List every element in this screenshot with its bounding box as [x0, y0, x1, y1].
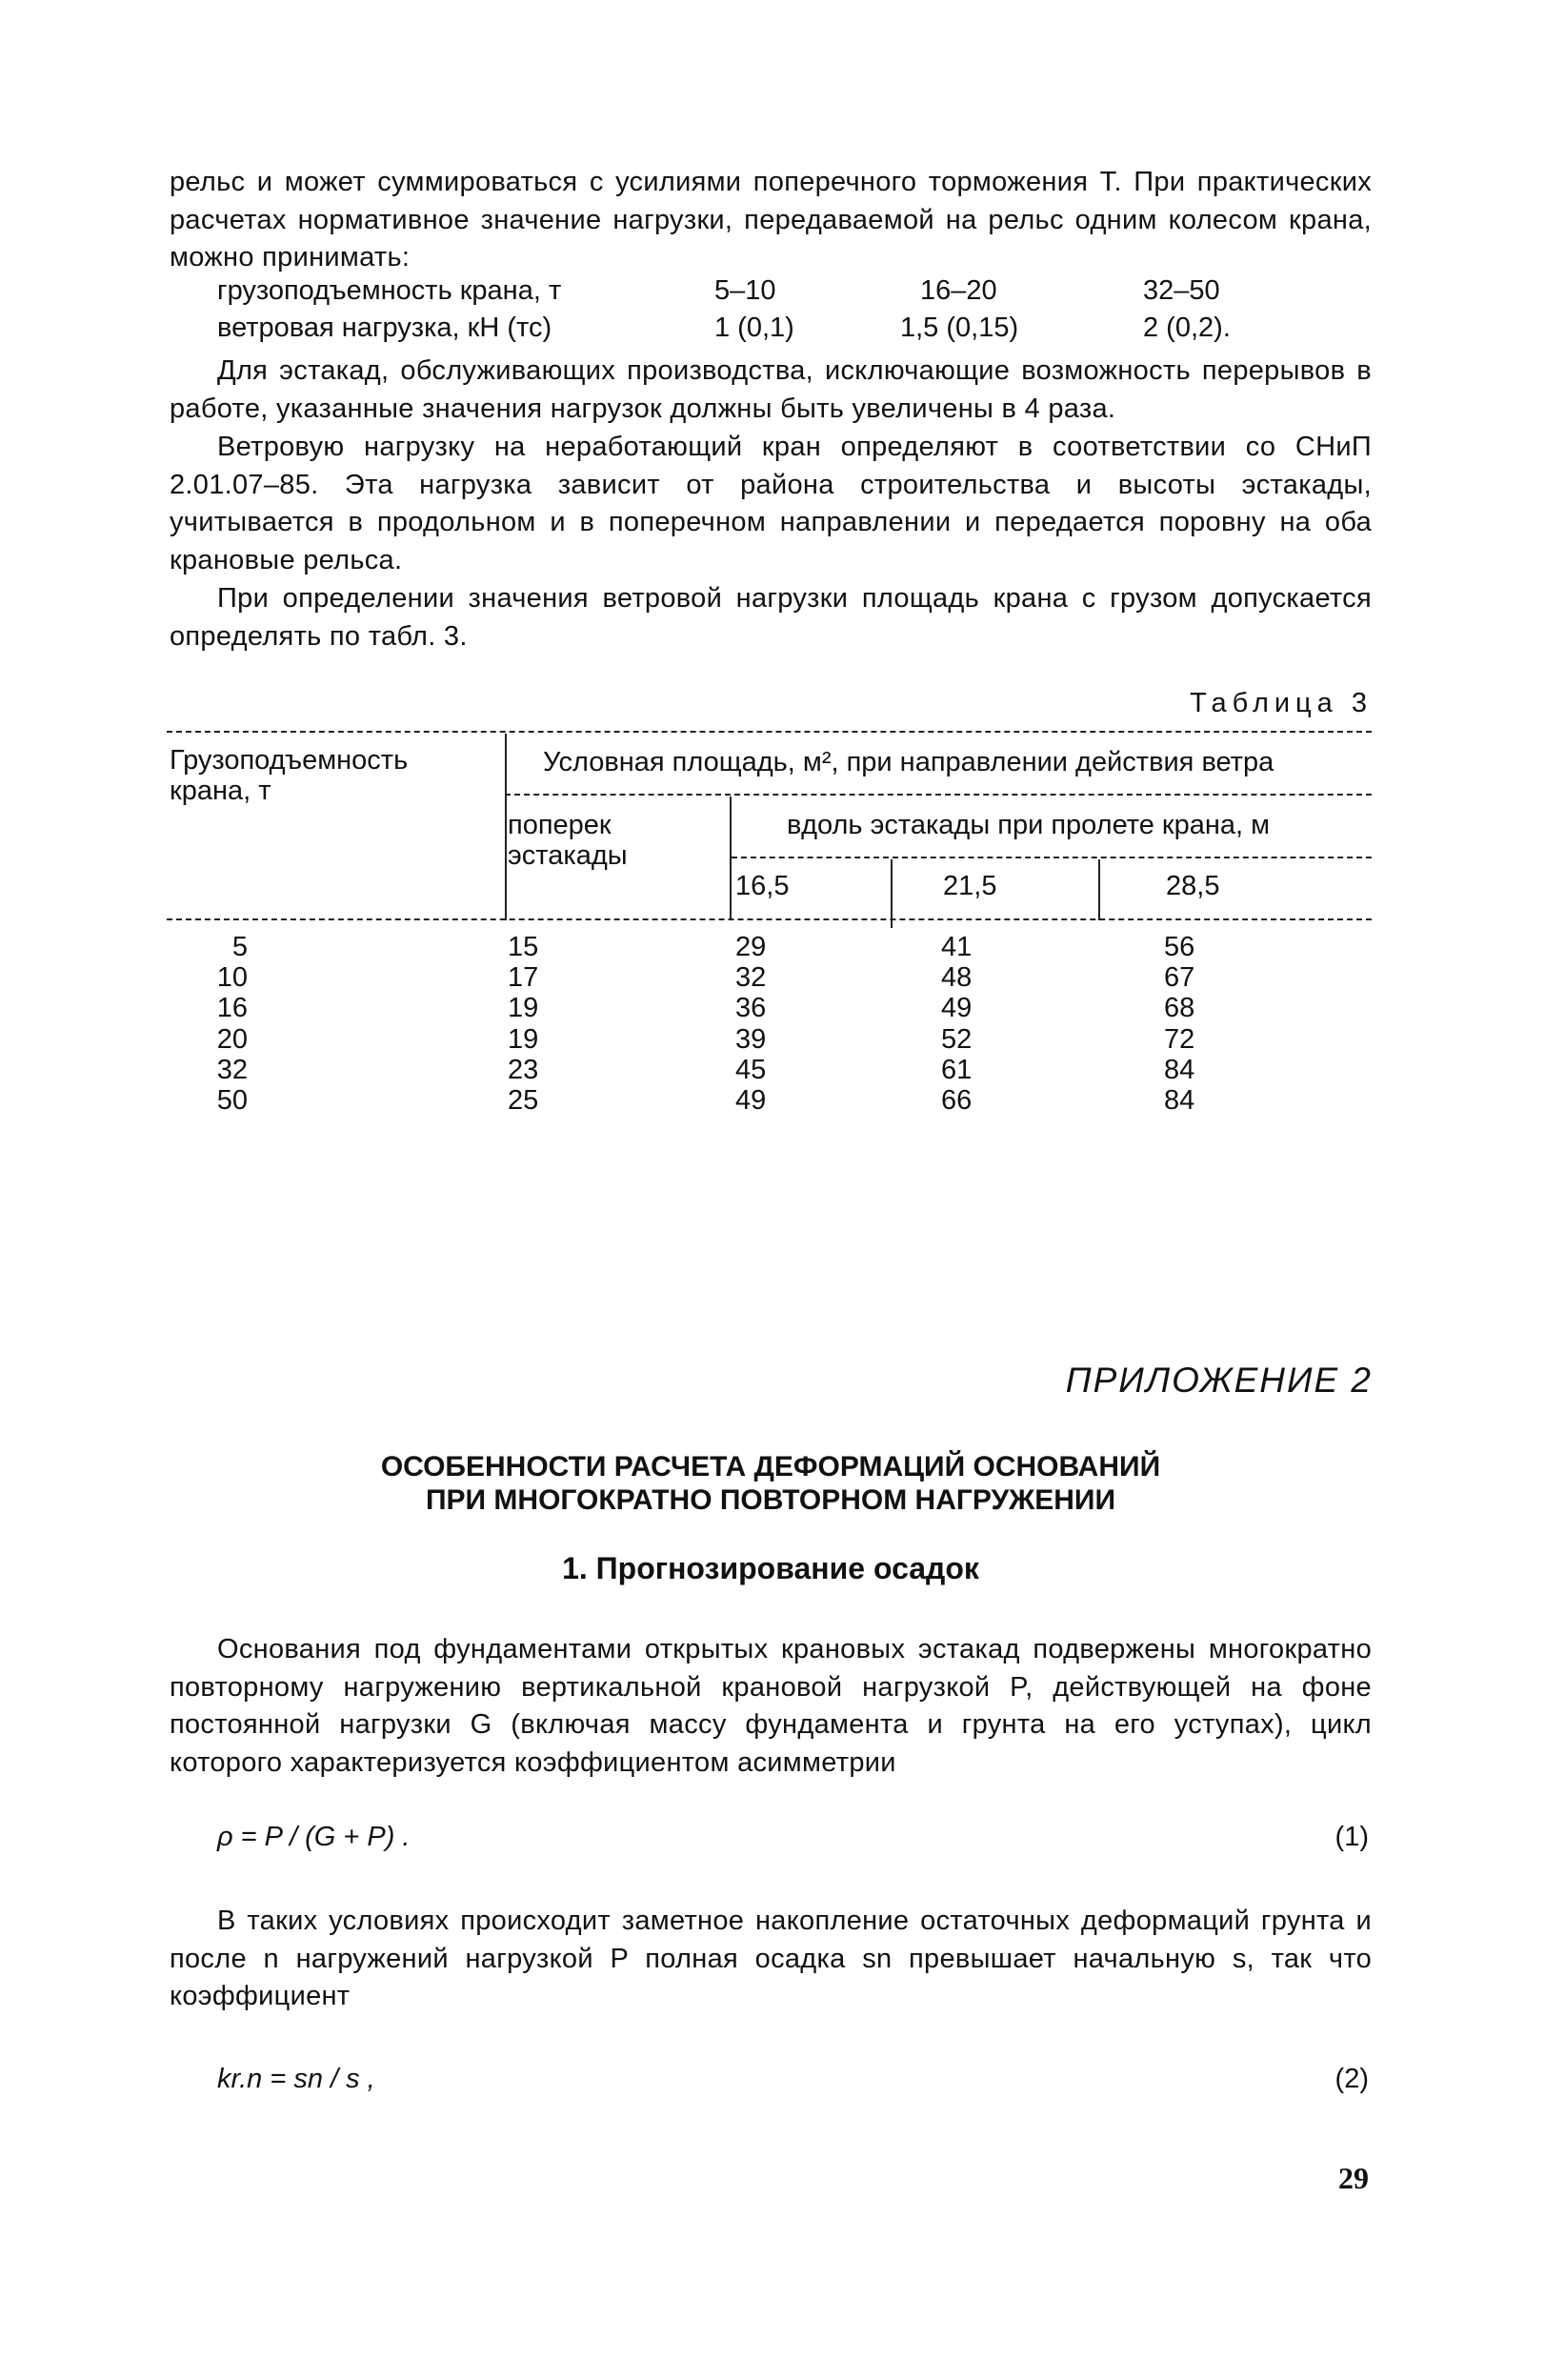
appendix-paragraph-2: В таких условиях происходит заметное накопление остаточных деформаций грунта и после n нагружений нагрузкой P полная осадка sn превышает начальную s, так что коэффициент	[170, 1906, 1373, 2011]
span-value: 16,5	[735, 871, 790, 901]
table-divider	[505, 734, 507, 920]
intro-paragraph-4: При определении значения ветровой нагрузки площадь крана с грузом допускается определять по табл. 3.	[170, 583, 1372, 652]
appendix-title-line-2: ПРИ МНОГОКРАТНО ПОВТОРНОМ НАГРУЖЕНИИ	[425, 1484, 1116, 1516]
span-value: 21,5	[943, 871, 997, 901]
formula-2: kr.n = sn / s ,	[217, 2064, 375, 2094]
header-along: вдоль эстакады при пролете крана, м	[787, 810, 1271, 840]
formula-1-number: (1)	[1334, 1822, 1369, 1852]
table-span-rule	[732, 857, 1372, 858]
load-row-value: 32–50	[1143, 275, 1220, 306]
table-caption: Таблица 3	[1190, 688, 1373, 718]
column-capacity: 5 10 16 20 32 50	[216, 932, 248, 1117]
intro-paragraph-3: Ветровую нагрузку на неработающий кран определяют в соответствии со СНиП 2.01.07–85. Эта нагрузка зависит от района строительства и высоты эстакады, учитывается в продольном и в поперечном направлении и передается поровну на оба крановые рельса.	[170, 432, 1372, 575]
header-capacity: Грузоподъемность крана, т	[170, 745, 409, 806]
appendix-title-line-1: ОСОБЕННОСТИ РАСЧЕТА ДЕФОРМАЦИЙ ОСНОВАНИЙ	[380, 1451, 1161, 1482]
table-divider	[730, 797, 732, 920]
table-header-bottom-rule	[167, 918, 1372, 920]
column-span-21-5: 41 48 49 52 61 66	[941, 932, 973, 1117]
column-across: 15 17 19 19 23 25	[508, 932, 539, 1117]
table-divider	[1098, 859, 1100, 920]
formula-1: ρ = P / (G + P) .	[217, 1822, 411, 1852]
load-row-value: 5–10	[714, 275, 776, 306]
formula-2-number: (2)	[1334, 2064, 1369, 2094]
load-row-value: 2 (0,2).	[1143, 313, 1231, 343]
header-area: Условная площадь, м², при направлении действия ветра	[543, 747, 1274, 777]
column-span-16-5: 29 32 36 39 45 49	[735, 932, 767, 1117]
load-row-value: 1 (0,1)	[714, 313, 794, 343]
table-top-rule	[167, 731, 1372, 733]
table-divider	[891, 859, 893, 928]
load-row-value: 16–20	[920, 275, 997, 306]
table-header-rule	[505, 794, 1372, 796]
header-across: поперек эстакады	[508, 810, 628, 871]
span-value: 28,5	[1166, 871, 1220, 901]
appendix-label: ПРИЛОЖЕНИЕ 2	[1065, 1361, 1373, 1400]
page-number: 29	[1338, 2161, 1369, 2195]
appendix-paragraph-1: Основания под фундаментами открытых крановых эстакад подвержены многократно повторному нагружению вертикальной крановой нагрузкой P, действующей на фоне постоянной нагрузки G (включая массу фундамента и грунта на его уступах), цикл которого характеризуется коэффициентом асимметрии	[170, 1634, 1372, 1778]
load-row-value: 1,5 (0,15)	[900, 313, 1019, 343]
column-span-28-5: 56 67 68 72 84 84	[1164, 932, 1195, 1117]
intro-paragraph-1: рельс и может суммироваться с усилиями поперечного торможения T. При практических расчетах нормативное значение нагрузки, передаваемой на рельс одним колесом крана, можно принимать:	[170, 167, 1372, 272]
section-heading: 1. Прогнозирование осадок	[562, 1551, 979, 1585]
load-row-label-1: грузоподъемность крана, т	[217, 275, 562, 306]
load-row-label-2: ветровая нагрузка, кН (тс)	[217, 313, 552, 343]
intro-paragraph-2: Для эстакад, обслуживающих производства, исключающие возможность перерывов в работе, указанные значения нагрузок должны быть увеличены в 4 раза.	[170, 355, 1372, 424]
